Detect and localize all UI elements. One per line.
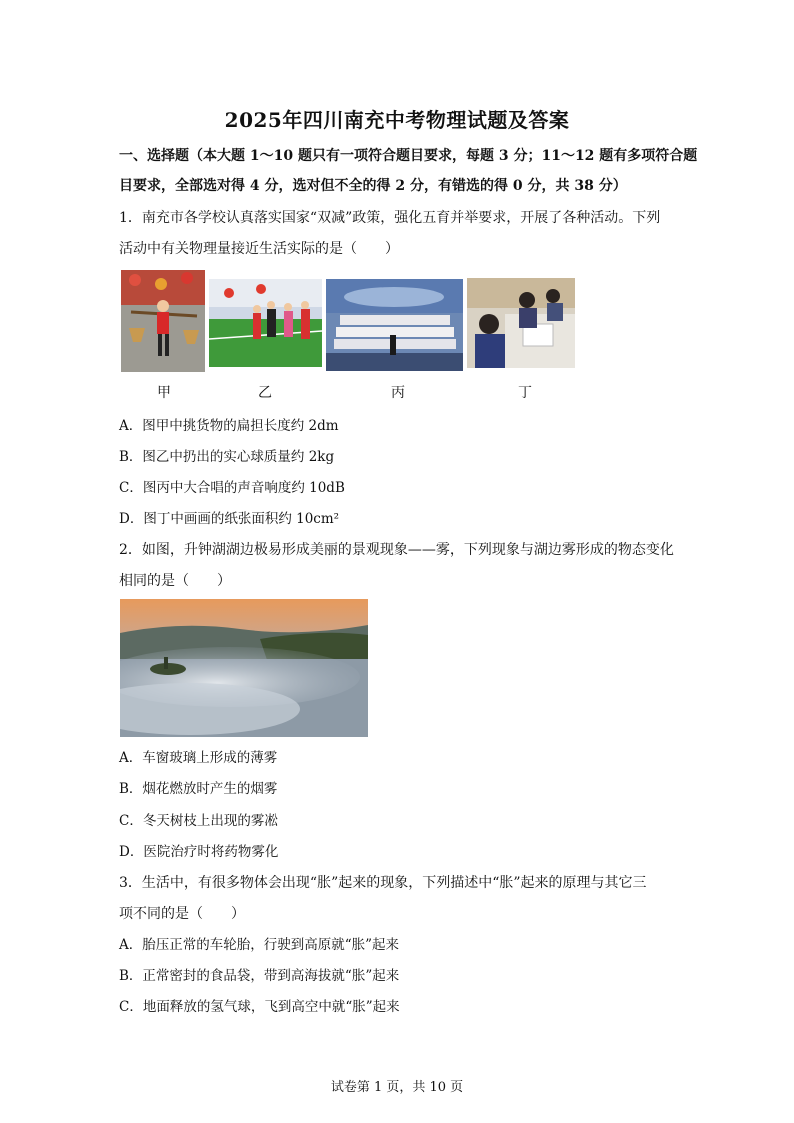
q2-option-d: D．医院治疗时将药物雾化 <box>119 844 279 860</box>
page-footer: 试卷第 1 页，共 10 页 <box>330 1080 464 1095</box>
q1-option-d: D．图丁中画画的纸张面积约 10cm² <box>119 511 340 527</box>
section-heading-line-1: 一、选择题（本大题 1～10 题只有一项符合题目要求，每题 3 分；11～12 题有多项符合题 <box>119 148 698 164</box>
caption-bing: 丙 <box>391 385 405 401</box>
q2-option-c: C．冬天树枝上出现的雾凇 <box>119 813 278 829</box>
photo-jia-carrying-pole <box>121 270 205 372</box>
q3-option-b: B．正常密封的食品袋，带到高海拔就“胀”起来 <box>119 968 400 984</box>
q1-stem-line-2: 活动中有关物理量接近生活实际的是（ ） <box>119 241 399 257</box>
photo-ding-drawing <box>467 278 575 368</box>
q1-option-b: B．图乙中扔出的实心球质量约 2kg <box>119 449 335 465</box>
q2-stem-line-1: 2．如图，升钟湖湖边极易形成美丽的景观现象——雾，下列现象与湖边雾形成的物态变化 <box>119 542 674 558</box>
q3-stem-line-2: 项不同的是（ ） <box>119 906 245 922</box>
q3-stem-line-1: 3．生活中，有很多物体会出现“胀”起来的现象，下列描述中“胀”起来的原理与其它三 <box>119 875 647 891</box>
q2-stem-line-2: 相同的是（ ） <box>119 573 231 589</box>
q1-option-c: C．图丙中大合唱的声音响度约 10dB <box>119 480 345 496</box>
photo-bing-chorus <box>326 279 463 371</box>
caption-jia: 甲 <box>157 385 171 401</box>
q2-option-a: A．车窗玻璃上形成的薄雾 <box>119 750 278 766</box>
caption-ding: 丁 <box>518 385 532 401</box>
q3-option-a: A．胎压正常的车轮胎，行驶到高原就“胀”起来 <box>119 937 400 953</box>
caption-yi: 乙 <box>258 385 272 401</box>
q1-option-a: A．图甲中挑货物的扁担长度约 2dm <box>119 418 339 434</box>
q1-stem-line-1: 1．南充市各学校认真落实国家“双减”政策，强化五育并举要求，开展了各种活动。下列 <box>119 210 661 226</box>
photo-lake-fog <box>120 599 368 737</box>
q3-option-c: C．地面释放的氢气球，飞到高空中就“胀”起来 <box>119 999 400 1015</box>
section-heading-line-2: 目要求，全部选对得 4 分，选对但不全的得 2 分，有错选的得 0 分，共 38 分） <box>119 178 627 194</box>
page-title: 2025年四川南充中考物理试题及答案 <box>224 108 570 132</box>
photo-yi-ball-throw <box>209 279 322 367</box>
q2-option-b: B．烟花燃放时产生的烟雾 <box>119 781 278 797</box>
